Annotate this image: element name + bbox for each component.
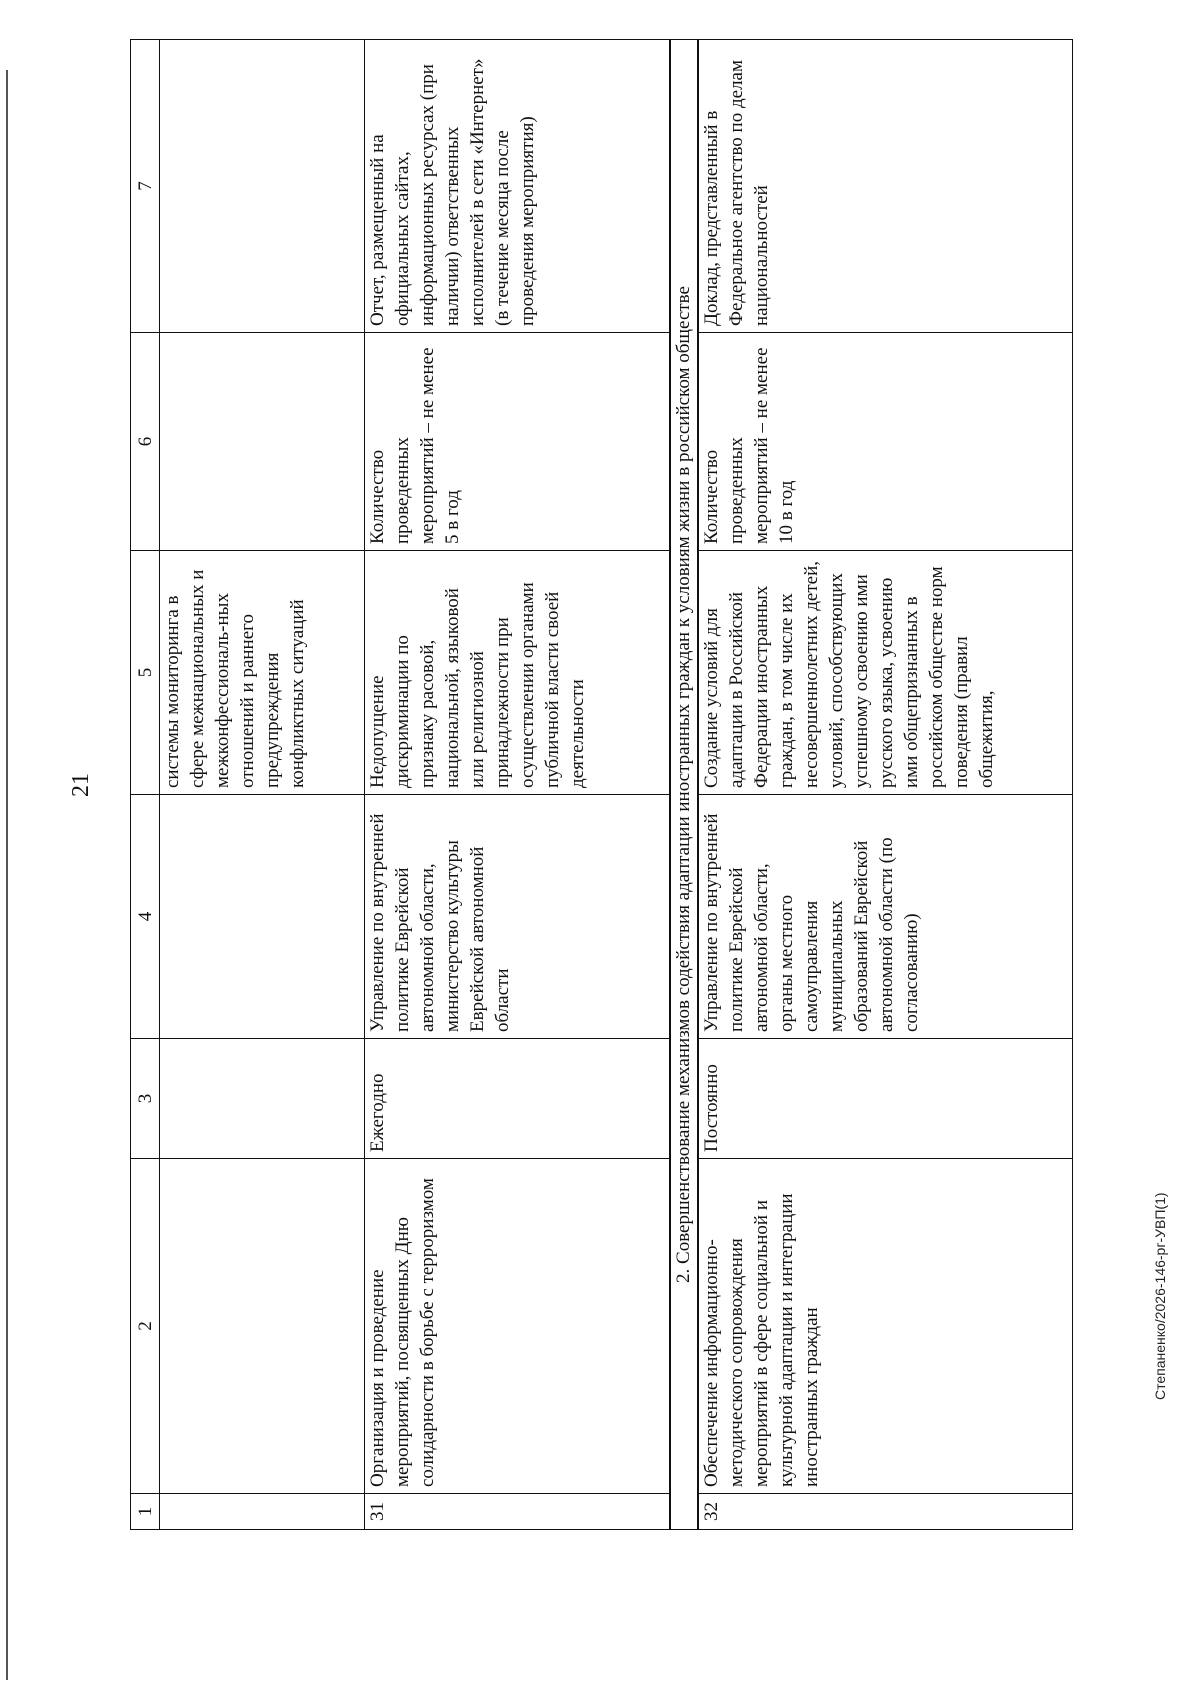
cell-term: Ежегодно <box>365 1039 670 1159</box>
cell-result: системы мониторинга в сфере межнациональных и межконфессиональ-ных отношений и раннего предупреждения конфликтных ситуаций <box>160 551 365 795</box>
cell-report: Доклад, представленный в Федеральное агентство по делам национальностей <box>698 40 1073 333</box>
cell-event: Организация и проведение мероприятий, посвященных Дню солидарности в борьбе с терроризмом <box>365 1159 670 1494</box>
cell-report <box>160 40 365 333</box>
page-number: 21 <box>68 773 94 797</box>
table-row <box>365 40 670 1530</box>
header-col-5: 5 <box>131 551 160 795</box>
cell-result: Недопущение дискриминации по признаку расовой, национальной, языковой или религиозной принадлежности при осуществлении органами публичной власти своей деятельности <box>365 551 670 795</box>
cell-num <box>160 1494 365 1530</box>
cell-num: 32 <box>698 1494 1073 1530</box>
cell-term: Постоянно <box>698 1039 1073 1159</box>
cell-result: Создание условий для адаптации в Российской Федерации иностранных граждан, в том числе их несовершеннолетних детей, условий, способствующих успешному освоению ими русского языка, усвоению ими общепризнанных в российском обществе норм поведения (правил общежития, <box>698 551 1073 795</box>
header-col-4: 4 <box>131 795 160 1039</box>
section-heading: 2. Совершенствование механизмов содействия адаптации иностранных граждан к условиям жизни в российском обществе <box>670 40 698 1530</box>
cell-num: 31 <box>365 1494 670 1530</box>
cell-event <box>160 1159 365 1494</box>
table-row-continued <box>160 40 365 1530</box>
cell-indicator <box>160 333 365 551</box>
header-col-7: 7 <box>131 40 160 333</box>
header-col-1: 1 <box>131 1494 160 1530</box>
measures-table <box>130 39 1073 1530</box>
section-heading-row <box>670 40 698 1530</box>
scan-edge-line <box>6 70 8 1680</box>
table-row <box>698 40 1073 1530</box>
cell-report: Отчет, размещенный на официальных сайтах, информационных ресурсах (при наличии) ответственных исполнителей в сети «Интернет» (в течение месяца после проведения мероприятия) <box>365 40 670 333</box>
cell-event: Обеспечение информационно-методического сопровождения мероприятий в сфере социальной и культурной адаптации и интеграции иностранных граждан <box>698 1159 1073 1494</box>
cell-executors <box>160 795 365 1039</box>
cell-indicator: Количество проведенных мероприятий – не менее 5 в год <box>365 333 670 551</box>
header-row <box>131 40 160 1530</box>
cell-term <box>160 1039 365 1159</box>
document-code: Степаненко/2026-146-рг-УВП(1) <box>1152 1192 1168 1400</box>
rotated-page <box>68 40 1090 1530</box>
cell-executors: Управление по внутренней политике Еврейской автономной области, органы местного самоуправления муниципальных образований Еврейской автономной области (по согласованию) <box>698 795 1073 1039</box>
cell-indicator: Количество проведенных мероприятий – не менее 10 в год <box>698 333 1073 551</box>
header-col-3: 3 <box>131 1039 160 1159</box>
header-col-6: 6 <box>131 333 160 551</box>
header-col-2: 2 <box>131 1159 160 1494</box>
cell-executors: Управление по внутренней политике Еврейской автономной области, министерство культуры Еврейской автономной области <box>365 795 670 1039</box>
